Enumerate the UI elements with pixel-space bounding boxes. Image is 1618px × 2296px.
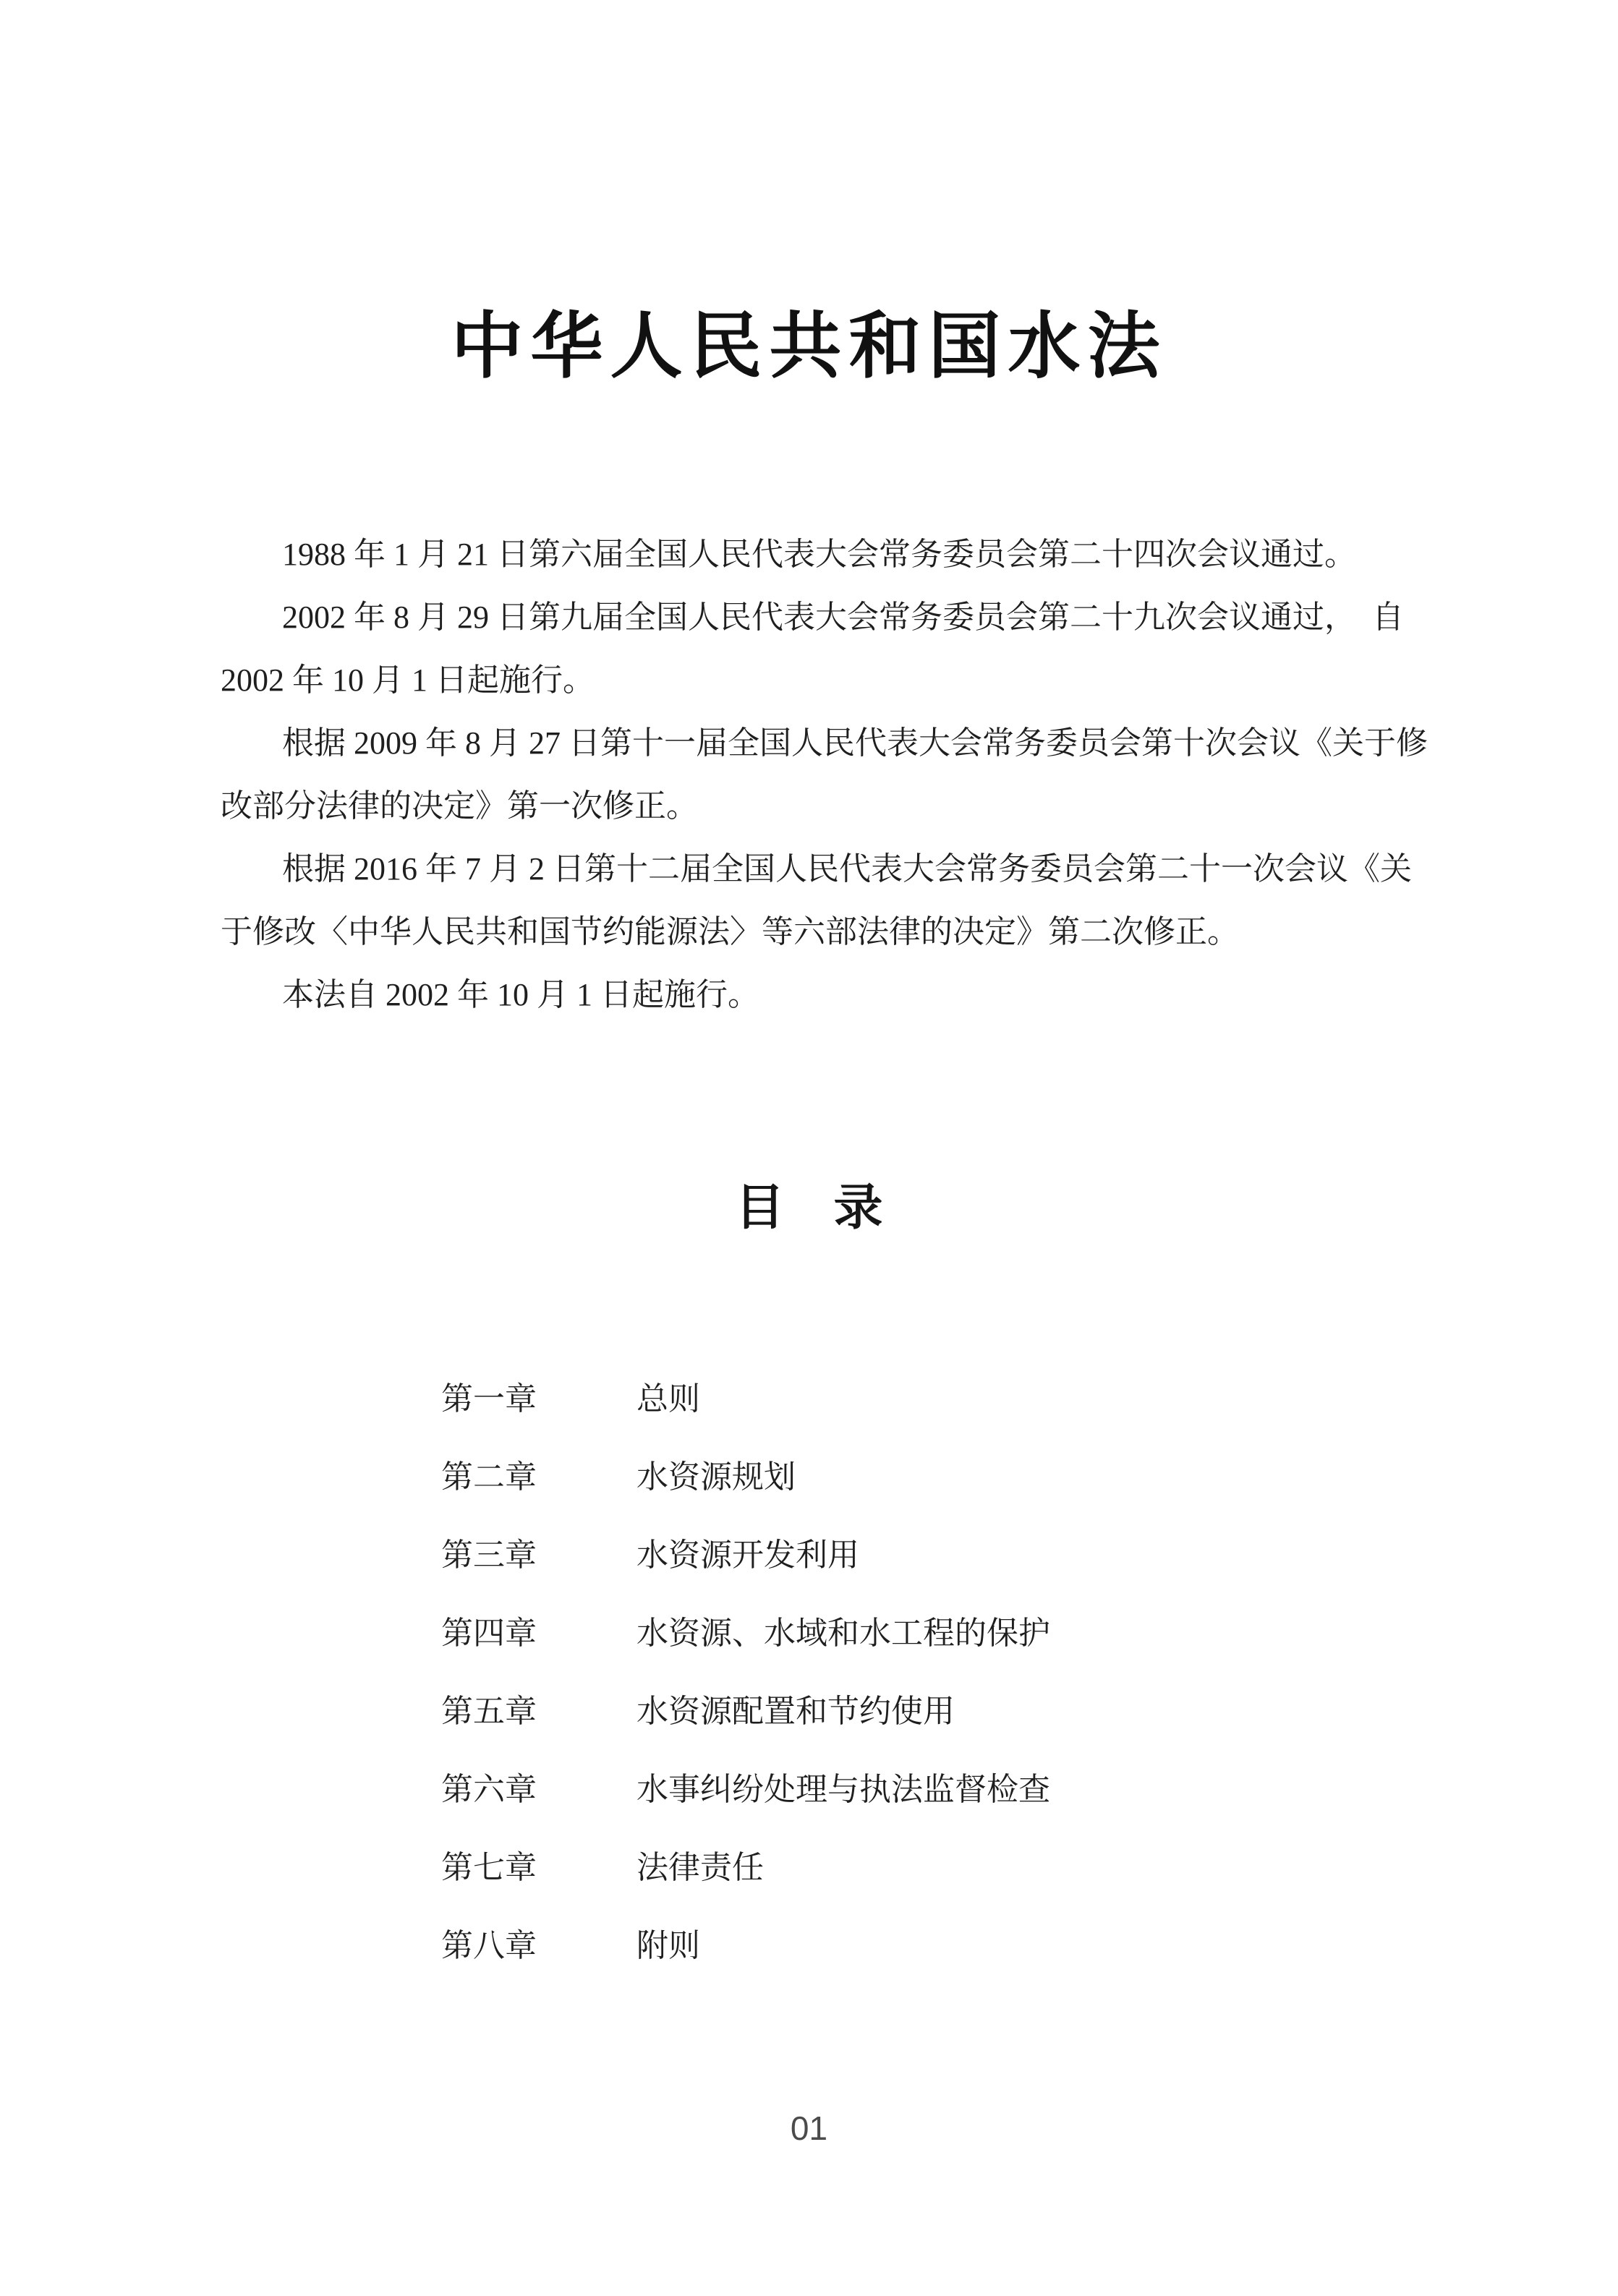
toc-item bbox=[441, 1903, 1050, 1981]
toc-item bbox=[441, 1669, 1050, 1747]
page-number: 01 bbox=[790, 2109, 828, 2147]
preamble-line: 1988 年 1 月 21 日第六届全国人民代表大会常务委员会第二十四次会议通过。 bbox=[282, 537, 1356, 572]
toc-chapter-number: 第七章 bbox=[441, 1850, 537, 1885]
preamble-line: 于修改〈中华人民共和国节约能源法〉等六部法律的决定》第二次修正。 bbox=[221, 914, 1239, 949]
toc-item bbox=[441, 1591, 1050, 1669]
preamble-line: 本法自 2002 年 10 月 1 日起施行。 bbox=[282, 977, 759, 1012]
toc-chapter-title: 附则 bbox=[636, 1928, 700, 1963]
toc-chapter-title: 水资源配置和节约使用 bbox=[636, 1694, 955, 1729]
toc-chapter-number: 第八章 bbox=[441, 1928, 537, 1963]
preamble-line: 根据 2009 年 8 月 27 日第十一届全国人民代表大会常务委员会第十次会议《关于修 bbox=[282, 725, 1428, 761]
toc-chapter-title: 法律责任 bbox=[636, 1850, 764, 1885]
toc-item bbox=[441, 1357, 1050, 1435]
toc-chapter-number: 第三章 bbox=[441, 1537, 537, 1573]
toc-chapter-number: 第二章 bbox=[441, 1459, 537, 1495]
toc-chapter-title: 水资源、水域和水工程的保护 bbox=[636, 1616, 1050, 1651]
preamble-section bbox=[221, 523, 1428, 1026]
preamble-line: 2002 年 8 月 29 日第九届全国人民代表大会常务委员会第二十九次会议通过， 自 bbox=[282, 599, 1404, 635]
toc-chapter-number: 第一章 bbox=[441, 1381, 537, 1417]
preamble-line: 改部分法律的决定》第一次修正。 bbox=[221, 788, 698, 824]
toc-chapter-title: 水事纠纷处理与执法监督检查 bbox=[636, 1772, 1050, 1807]
toc-item bbox=[441, 1825, 1050, 1903]
toc-chapter-title: 水资源开发利用 bbox=[636, 1537, 859, 1573]
toc-list bbox=[441, 1357, 1050, 1981]
toc-chapter-number: 第六章 bbox=[441, 1772, 537, 1807]
document-title: 中华人民共和国水法 bbox=[451, 307, 1167, 387]
toc-item bbox=[441, 1747, 1050, 1825]
toc-item bbox=[441, 1435, 1050, 1513]
toc-heading: 目 录 bbox=[735, 1180, 883, 1235]
toc-item bbox=[441, 1513, 1050, 1591]
toc-chapter-title: 总则 bbox=[636, 1381, 700, 1417]
preamble-line: 根据 2016 年 7 月 2 日第十二届全国人民代表大会常务委员会第二十一次会议《关 bbox=[282, 851, 1412, 887]
toc-chapter-number: 第五章 bbox=[441, 1694, 537, 1729]
toc-chapter-number: 第四章 bbox=[441, 1616, 537, 1651]
toc-chapter-title: 水资源规划 bbox=[636, 1459, 796, 1495]
preamble-line: 2002 年 10 月 1 日起施行。 bbox=[221, 662, 595, 698]
